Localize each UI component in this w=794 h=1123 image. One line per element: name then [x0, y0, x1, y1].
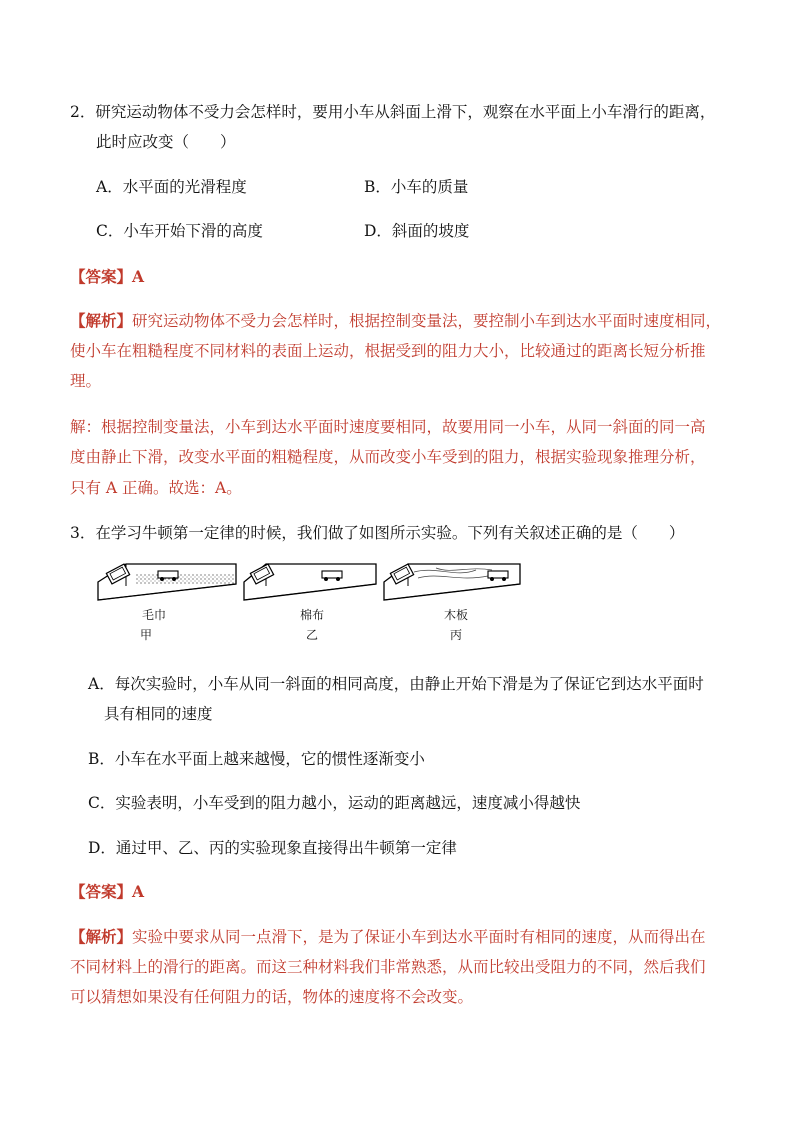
q2-solution-line1: 解：根据控制变量法，小车到达水平面时速度要相同，故要用同一小车，从同一斜面的同一高	[70, 418, 706, 436]
q3-option-b: B．小车在水平面上越来越慢，它的惯性逐渐变小	[88, 750, 425, 768]
q3-answer	[70, 882, 144, 902]
caption-wood-material: 木板	[443, 608, 468, 622]
q2-analysis-tag: 【解析】	[70, 311, 133, 330]
q2-stem-line1: 2．研究运动物体不受力会怎样时，要用小车从斜面上滑下，观察在水平面上小车滑行的距离，	[70, 103, 716, 121]
q2-solution-line2: 度由静止下滑，改变水平面的粗糙程度，从而改变小车受到的阻力，根据实验现象推理分析，	[70, 448, 706, 466]
panel-cotton	[244, 564, 376, 600]
q2-analysis-line1	[70, 311, 721, 331]
q2-analysis-line3: 理。	[70, 372, 102, 390]
q3-analysis-line3: 可以猜想如果没有任何阻力的话，物体的速度将不会改变。	[70, 988, 474, 1006]
q2-option-b: B．小车的质量	[364, 178, 469, 196]
q3-analysis-line1	[70, 927, 706, 947]
q2-answer	[70, 267, 144, 287]
q3-option-c: C．实验表明，小车受到的阻力越小，运动的距离越远，速度减小得越快	[88, 794, 581, 812]
q2-option-d: D．斜面的坡度	[364, 222, 470, 240]
q3-analysis-tag: 【解析】	[70, 927, 133, 946]
q3-option-a-line1: A．每次实验时，小车从同一斜面的相同高度，由静止开始下滑是为了保证它到达水平面时	[88, 675, 704, 693]
q2-option-a: A．水平面的光滑程度	[96, 178, 247, 196]
q3-answer-tag: 【答案】	[70, 882, 133, 901]
caption-cotton-material: 棉布	[299, 608, 324, 622]
q2-option-c: C．小车开始下滑的高度	[96, 222, 263, 240]
q3-answer-value: A	[132, 882, 145, 901]
caption-towel-name: 甲	[139, 628, 152, 642]
q3-analysis-text1: 实验中要求从同一点滑下，是为了保证小车到达水平面时有相同的速度，从而得出在	[132, 928, 706, 946]
q2-answer-value: A	[132, 267, 145, 286]
caption-towel-material: 毛巾	[141, 608, 166, 622]
panel-wood	[384, 564, 520, 600]
q3-stem-line1: 3．在学习牛顿第一定律的时候，我们做了如图所示实验。下列有关叙述正确的是（ ）	[70, 524, 685, 542]
q3-option-a-line2: 具有相同的速度	[104, 705, 213, 723]
q2-stem-line2: 此时应改变（ ）	[96, 133, 236, 151]
q2-answer-tag: 【答案】	[70, 267, 133, 286]
q2-analysis-line2: 使小车在粗糙程度不同材料的表面上运动，根据受到的阻力大小，比较通过的距离长短分析推	[70, 342, 706, 360]
experiment-figure	[96, 562, 526, 652]
caption-cotton-name: 乙	[305, 628, 318, 642]
panel-towel	[98, 564, 236, 600]
q3-option-d: D．通过甲、乙、丙的实验现象直接得出牛顿第一定律	[88, 839, 457, 857]
q2-solution-line3: 只有 A 正确。故选：A。	[70, 479, 242, 497]
caption-wood-name: 丙	[449, 628, 462, 642]
q3-analysis-line2: 不同材料上的滑行的距离。而这三种材料我们非常熟悉，从而比较出受阻力的不同，然后我们	[70, 958, 706, 976]
q2-analysis-text1: 研究运动物体不受力会怎样时，根据控制变量法，要控制小车到达水平面时速度相同，	[132, 312, 722, 330]
